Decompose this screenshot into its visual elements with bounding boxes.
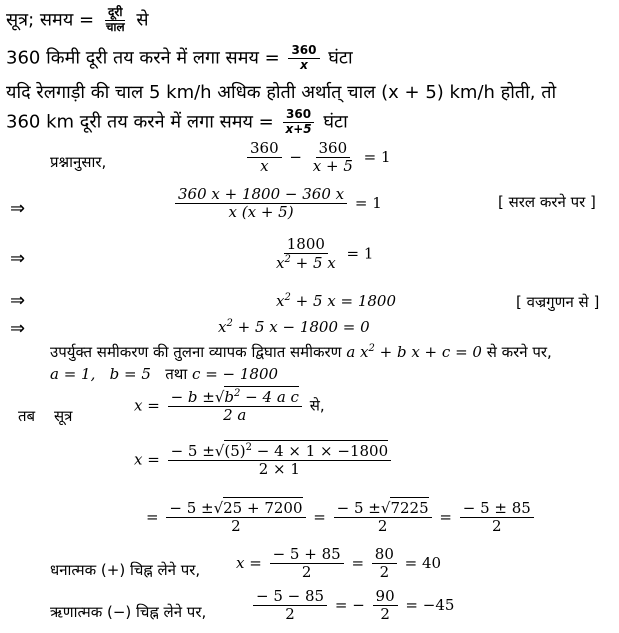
coefficient-b: b = 5 [109,365,151,383]
exponent: 2 [284,254,291,266]
exponent: 2 [226,318,233,329]
condition-text: यदि रेलगाड़ी की चाल 5 km/h अधिक होती अर्थात् चाल (x + 5) km/h होती, तो [6,82,557,103]
time-text-1: 360 किमी दूरी तय करने में लगा समय = [6,47,280,69]
implies-icon: ⇒ [10,318,26,339]
positive-fraction-2 [372,546,397,582]
according-to-question-label: प्रश्नानुसार, [50,153,107,171]
fraction-numerator: 360 [316,140,351,158]
fraction-numerator: − 5 ±√7225 [334,500,432,518]
equals-minus: = − [334,595,365,614]
radicand-rest: − 4 a c [240,388,299,406]
fraction-numerator: 90 [373,588,398,606]
fraction-numerator: 80 [372,546,397,564]
negative-root-value: = −45 [405,595,455,614]
fraction-1800 [273,236,339,273]
simplified-fraction [175,186,347,222]
unit-hours: घंटा [323,111,348,133]
quadratic-term: a x [346,343,369,361]
fraction-denominator [273,254,339,272]
fraction-denominator: 2 × 1 [258,460,300,479]
unit-hours: घंटा [328,47,353,69]
negative-fraction-1 [253,588,327,624]
implies-icon: ⇒ [10,198,26,219]
fraction-numerator: − 5 + 85 [270,546,344,564]
variable-x: x [276,254,285,273]
equation-5 [218,318,370,336]
exponent: 2 [368,343,375,354]
equation-rest: + 5 x = 1800 [290,292,396,310]
equation-2 [172,186,382,222]
simplification-line [146,500,537,536]
radicand: 25 + 7200 [223,499,303,517]
negative-root-line [250,588,454,624]
and-word: तथा [165,365,188,383]
time-line-1 [6,44,353,73]
equals-sign: = [146,507,159,526]
cross-multiplication-note: [ वज्रगुणन से ] [516,293,600,311]
variable-x: x [218,318,227,336]
negative-fraction-2 [373,588,398,624]
radicand-5: (5) [224,442,246,460]
formula-suffix: से [136,9,149,31]
exponent: 2 [234,388,241,399]
simplified-fraction-2 [334,500,432,536]
coefficients-line [50,364,278,384]
fraction-denominator: चाल [105,19,125,34]
exponent: 2 [284,292,291,303]
fraction-numerator: 360 [283,108,314,123]
fraction-denominator: x [260,157,269,176]
general-quadratic [346,343,482,361]
implies-icon: ⇒ [10,248,26,269]
equals-one: = 1 [346,244,374,263]
positive-fraction-1 [270,546,344,582]
variable-x: x [276,292,285,310]
equals-one: = 1 [363,147,391,166]
equation-1 [244,140,391,176]
equals-sign: = [351,553,365,572]
time-fraction-2 [283,108,315,137]
equation-3 [270,236,373,273]
minus-b-plus-minus: − b ± [170,388,215,406]
formula-prefix: सूत्र; समय = [6,9,95,31]
fraction-numerator: दूरी [105,6,125,21]
radicand-b: b [224,388,235,406]
fraction-numerator: − $b \pm√b^2 - 4$ a c [168,388,302,407]
fraction-denominator: x [300,57,308,72]
numerator-prefix: − 5 ± [336,499,381,517]
fraction-numerator: − 5 ± 85 [460,500,534,518]
substituted-fraction [168,442,392,479]
time-fraction-1 [288,44,319,73]
equals-sign: = [313,507,326,526]
positive-root-line [236,546,441,582]
condition-line [6,80,556,104]
fraction-denominator: 2 a [223,406,247,425]
equation-4 [276,292,396,310]
substitution-line [134,442,394,479]
time-text-2: 360 km दूरी तय करने में लगा समय = [6,111,274,133]
fraction-numerator: − $5 \pm√(5)^2 - 4 \times 1 \times -1800$ [168,442,392,461]
minus-5-plus-minus: − 5 ± [170,442,215,460]
comparison-suffix: से करने पर, [486,343,552,361]
radicand: 7225 [390,499,429,517]
x-equals: x = [236,553,262,572]
fraction-numerator: 360 [288,44,319,59]
fraction-denominator: 2 [285,605,295,624]
simplified-fraction-1 [166,500,305,536]
positive-root-value: = 40 [404,553,442,572]
denominator-rest: + 5 x [290,254,336,273]
fraction-360-over-x-plus-5 [310,140,356,176]
minus-sign: − [289,147,302,166]
then-word: तब [18,407,36,425]
negative-sign-label: ऋणात्मक (−) चिह्न लेने पर, [50,603,207,621]
se-word: से, [309,396,325,415]
coefficient-c: c = − 1800 [192,365,279,383]
quadratic-fraction [168,388,302,425]
time-line-2 [6,108,348,137]
fraction-denominator: x + 5 [312,157,353,176]
fraction-denominator: 2 [377,517,388,536]
formula-line [6,6,149,35]
radicand [224,386,299,406]
fraction-numerator: − 5 ±√25 + 7200 [166,500,305,518]
simplifying-note: [ सरल करने पर ] [498,193,596,211]
fraction-numerator: 360 x + 1800 − 360 x [175,186,347,204]
x-equals: x = [134,450,160,469]
simplified-fraction-3 [460,500,534,536]
comparison-text: उपर्युक्त समीकरण की तुलना व्यापक द्विघात समीकरण [50,343,342,361]
quadratic-rest: + b x + c = 0 [374,343,482,361]
fraction-numerator: 1800 [284,236,328,254]
fraction-360-over-x [247,140,282,176]
positive-sign-label: धनात्मक (+) चिह्न लेने पर, [50,561,201,579]
comparison-line [50,342,552,362]
equals-one: = 1 [354,193,382,212]
fraction-denominator: 2 [492,517,502,536]
fraction-denominator: 2 [231,517,241,536]
fraction-denominator: 2 [380,605,390,624]
radicand [224,440,388,460]
implies-icon: ⇒ [10,290,26,311]
sutra-word: सूत्र [54,407,73,425]
fraction-denominator: x (x + 5) [228,203,294,222]
coefficient-a: a = 1, [50,365,96,383]
quadratic-formula [134,388,325,425]
fraction-numerator: − 5 − 85 [253,588,327,606]
exponent: 2 [245,442,252,453]
fraction-denominator: x+5 [285,121,312,136]
distance-over-speed-fraction [103,6,128,35]
fraction-numerator: 360 [247,140,282,158]
x-equals: x = [134,396,160,415]
equals-sign: = [439,507,452,526]
equation-rest: + 5 x − 1800 = 0 [232,318,370,336]
radicand-rest: − 4 × 1 × −1800 [251,442,389,460]
fraction-denominator: 2 [301,563,312,582]
numerator-prefix: − 5 ± [169,499,214,517]
fraction-denominator: 2 [379,563,390,582]
